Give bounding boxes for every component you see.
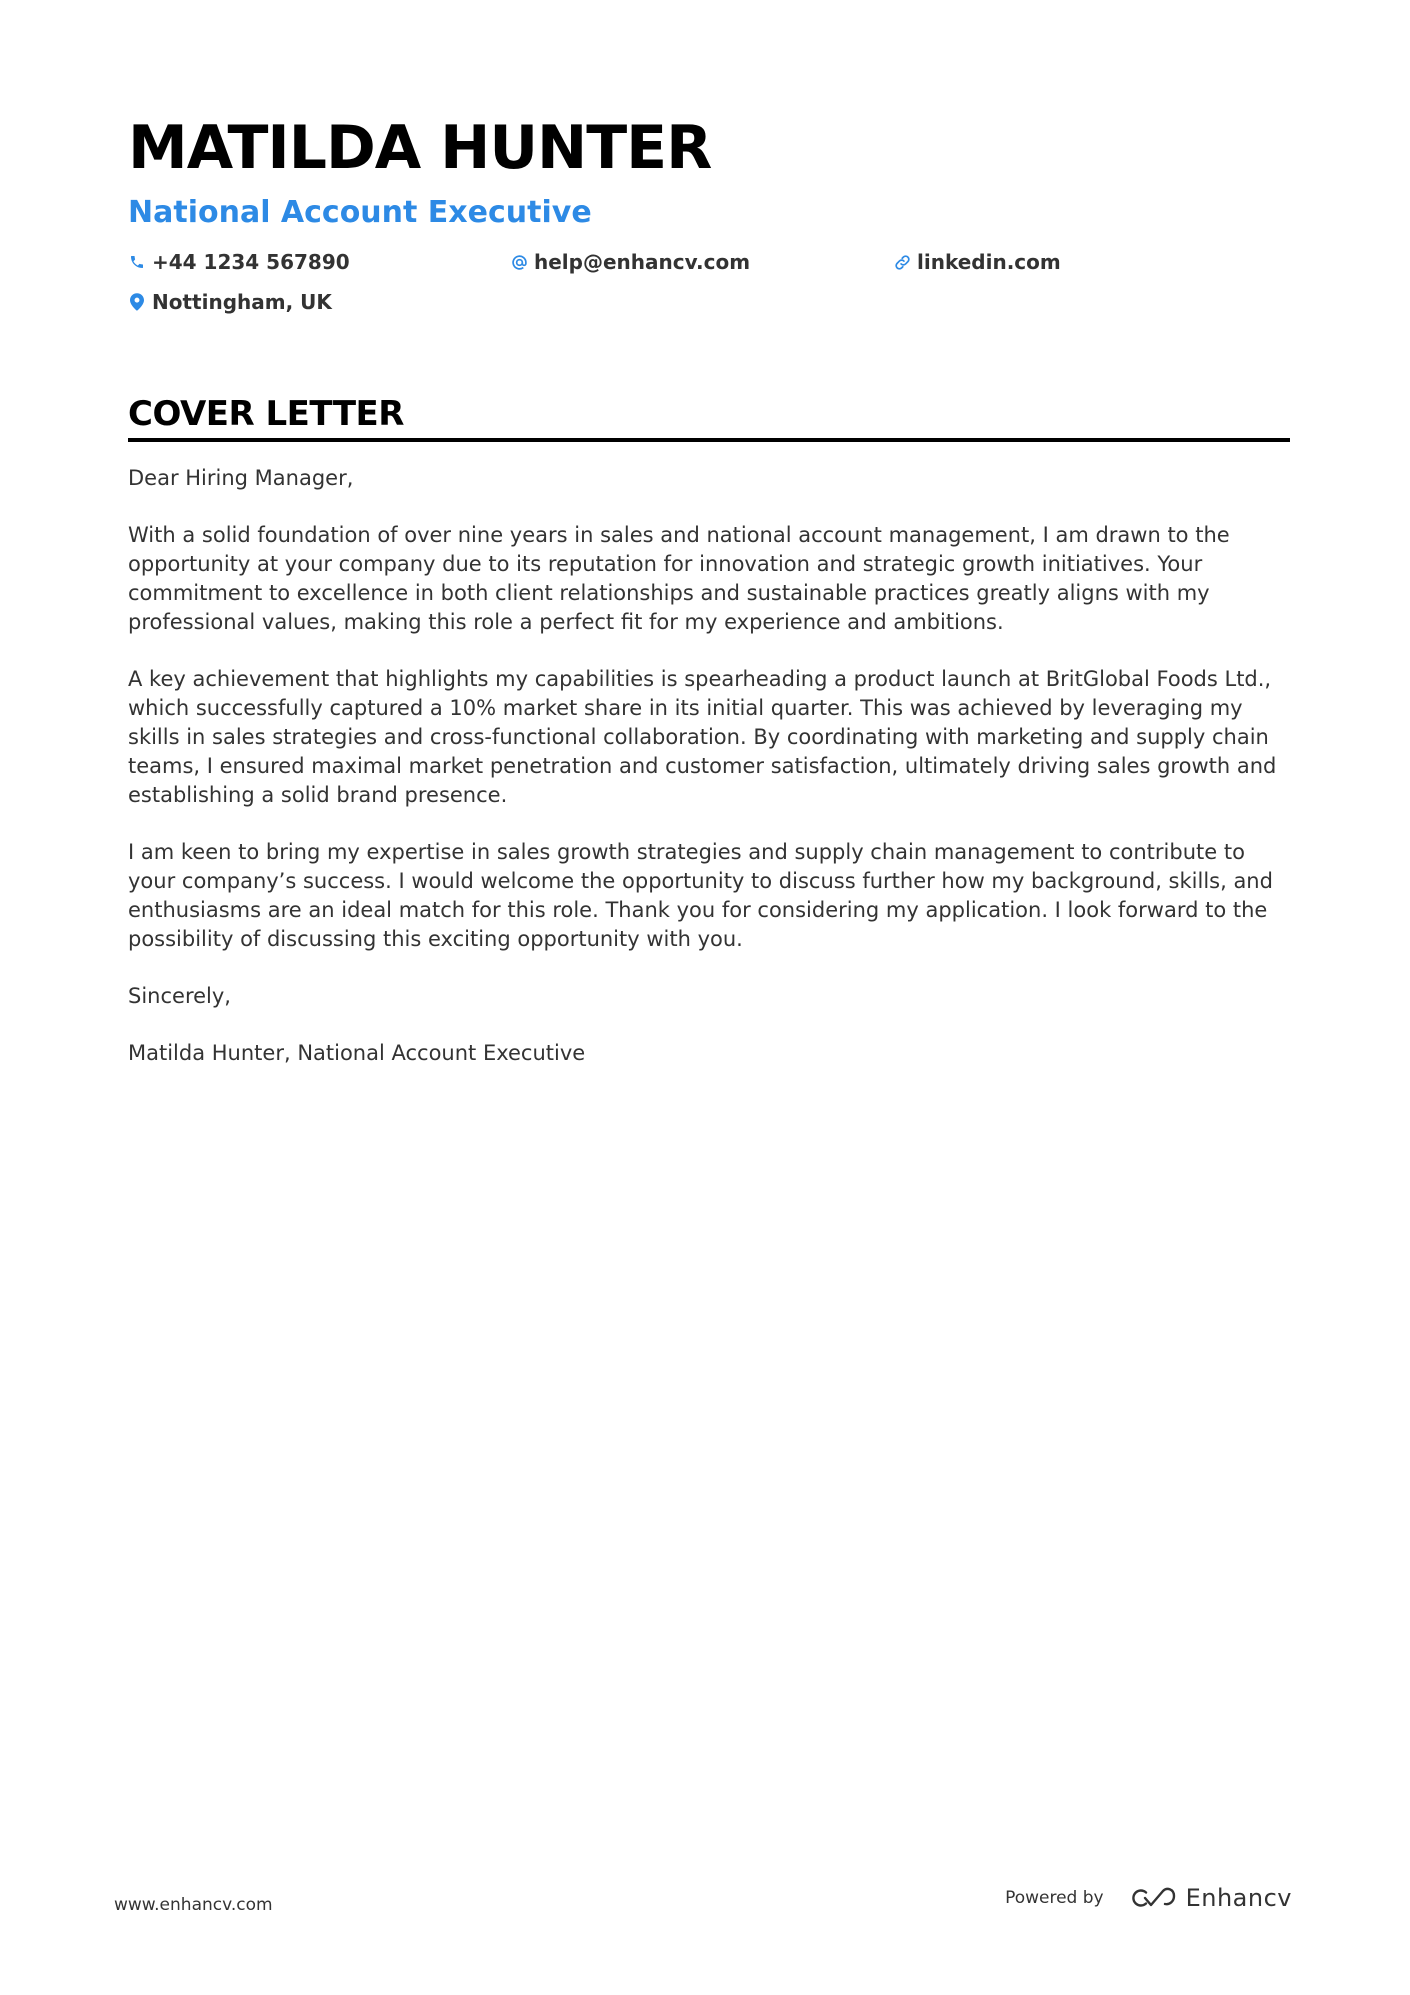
- contact-email[interactable]: [510, 248, 750, 276]
- location-text: Nottingham, UK: [152, 290, 332, 314]
- letter-body: [128, 464, 1290, 1068]
- powered-by-label: Powered by: [1005, 1888, 1104, 1908]
- paragraph-1: With a solid foundation of over nine years in sales and national account management, I am drawn to the opportunity at your company due to its reputation for innovation and strategic growth initiatives. Your commitment to excellence in both client relationships and sustainable practices greatly aligns with my professional values, making this role a perfect fit for my experience and ambitions.: [128, 523, 1230, 634]
- phone-icon: [128, 252, 146, 272]
- cover-letter-section: [128, 392, 1290, 1096]
- candidate-name: MATILDA HUNTER: [128, 113, 712, 183]
- phone-text: +44 1234 567890: [152, 250, 350, 274]
- linkedin-text: linkedin.com: [917, 250, 1061, 274]
- enhancv-logo[interactable]: [1130, 1884, 1292, 1912]
- section-divider: [128, 438, 1290, 442]
- footer-website[interactable]: www.enhancv.com: [114, 1895, 273, 1915]
- signature: Matilda Hunter, National Account Executive: [128, 1041, 586, 1065]
- candidate-title: National Account Executive: [128, 195, 592, 230]
- contact-info: [128, 248, 1290, 328]
- contact-location: [128, 288, 332, 316]
- email-text: help@enhancv.com: [534, 250, 751, 274]
- salutation: Dear Hiring Manager,: [128, 466, 354, 490]
- contact-linkedin[interactable]: [893, 248, 1061, 276]
- brand-name: Enhancv: [1185, 1884, 1292, 1912]
- link-icon: [893, 252, 911, 272]
- footer-branding: [1005, 1884, 1292, 1912]
- at-icon: [510, 252, 528, 272]
- section-title: COVER LETTER: [128, 394, 404, 434]
- contact-phone: [128, 248, 350, 276]
- closing: Sincerely,: [128, 984, 231, 1008]
- header: [128, 108, 1290, 328]
- paragraph-2: A key achievement that highlights my capabilities is spearheading a product launch at BritGlobal Foods Ltd., which successfully captured a 10% market share in its initial quarter. This was achieved by leveraging my skills in sales strategies and cross-functional collaboration. By coordinating with marketing and supply chain teams, I ensured maximal market penetration and customer satisfaction, ultimately driving sales growth and establishing a solid brand presence.: [128, 667, 1277, 807]
- paragraph-3: I am keen to bring my expertise in sales growth strategies and supply chain management to contribute to your company’s success. I would welcome the opportunity to discuss further how my background, skills, and enthusiasms are an ideal match for this role. Thank you for considering my application. I look forward to the possibility of discussing this exciting opportunity with you.: [128, 840, 1273, 951]
- map-pin-icon: [128, 292, 146, 312]
- enhancv-logo-icon: [1130, 1886, 1176, 1910]
